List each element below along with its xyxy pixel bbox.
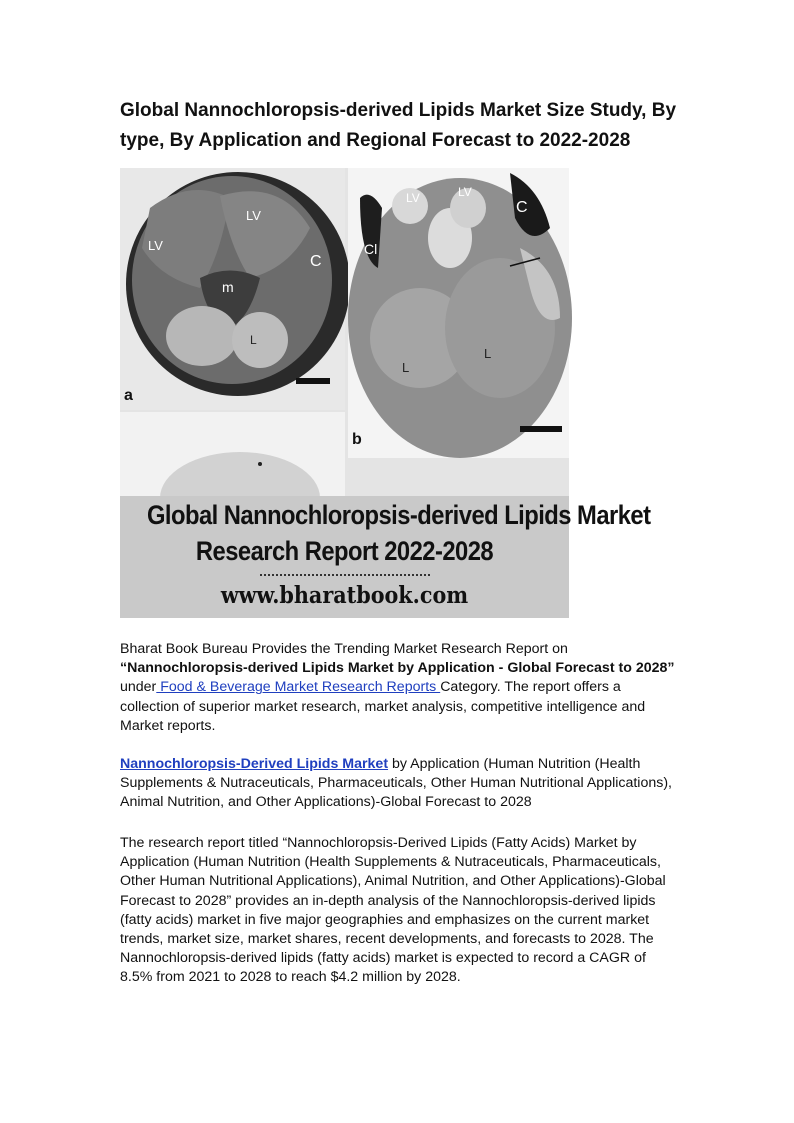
research-text: The research report titled “Nannochloropsis-Derived Lipids (Fatty Acids) Market by Application (Human Nutrition (Health Supplements & Nutraceuticals, Pharmaceuticals, Other Human Nutritional Applications), Animal Nutrition, and Other Applications)-Global Forecast to 2028” provides an in-depth analysis of the Nannochloropsis-derived lipids (fatty acids) market in five major geographies and emphasizes on the current market trends, market size, market shares, recent developments, and forecasts to 2028. The Nannochloropsis-derived lipids (fatty acids) market is expected to record a CAGR of 8.5% from 2021 to 2028 to reach $4.2 million by 2028.	[120, 835, 666, 986]
banner-title-line-2: Research Report 2022-2028	[195, 536, 494, 566]
banner-url: www.bharatbook.com	[220, 582, 469, 609]
svg-text:m: m	[222, 279, 234, 295]
research-paragraph	[120, 834, 682, 988]
svg-text:LV: LV	[148, 238, 163, 253]
svg-text:LV: LV	[246, 208, 261, 223]
svg-text:Cl: Cl	[364, 241, 378, 257]
svg-text:LV: LV	[458, 185, 472, 199]
intro-paragraph	[120, 640, 682, 736]
svg-text:a: a	[124, 387, 133, 404]
svg-text:L: L	[484, 346, 492, 361]
intro-text: Bharat Book Bureau Provides the Trending Market Research Report on	[120, 641, 568, 657]
svg-text:b: b	[352, 431, 362, 448]
document-title: Global Nannochloropsis-derived Lipids Market Size Study, By type, By Application and Regional Forecast to 2022-2028	[120, 100, 677, 151]
svg-text:C: C	[310, 253, 322, 270]
banner-divider	[260, 574, 430, 576]
under-text: under	[120, 679, 157, 696]
micrograph-panel-b	[348, 168, 572, 458]
report-cover-image	[120, 168, 651, 618]
svg-text:L: L	[250, 333, 257, 347]
micrograph-image	[120, 168, 569, 496]
market-link[interactable]: Nannochloropsis-Derived Lipids Market	[120, 756, 389, 772]
intro-rest-text: Category. The report offers a collection of superior market research, market analysis, competitive intelligence and Market reports.	[120, 679, 646, 734]
svg-text:C: C	[516, 199, 528, 216]
report-name-bold: “Nannochloropsis-derived Lipids Market by Application - Global Forecast to 2028”	[120, 660, 675, 677]
category-link[interactable]: Food & Beverage Market Research Reports	[156, 679, 441, 696]
market-rest-text: by Application (Human Nutrition (Health Supplements & Nutraceuticals, Pharmaceuticals, Other Human Nutritional Applications), Animal Nutrition, and Other Applications)-Global Forecast to 2028	[120, 756, 672, 811]
market-paragraph	[120, 755, 682, 813]
svg-text:L: L	[402, 360, 410, 375]
banner-title-line-1: Global Nannochloropsis-derived Lipids Market	[146, 500, 651, 530]
micrograph-panel-a	[120, 168, 350, 410]
cover-banner	[120, 496, 651, 618]
svg-text:LV: LV	[406, 191, 420, 205]
